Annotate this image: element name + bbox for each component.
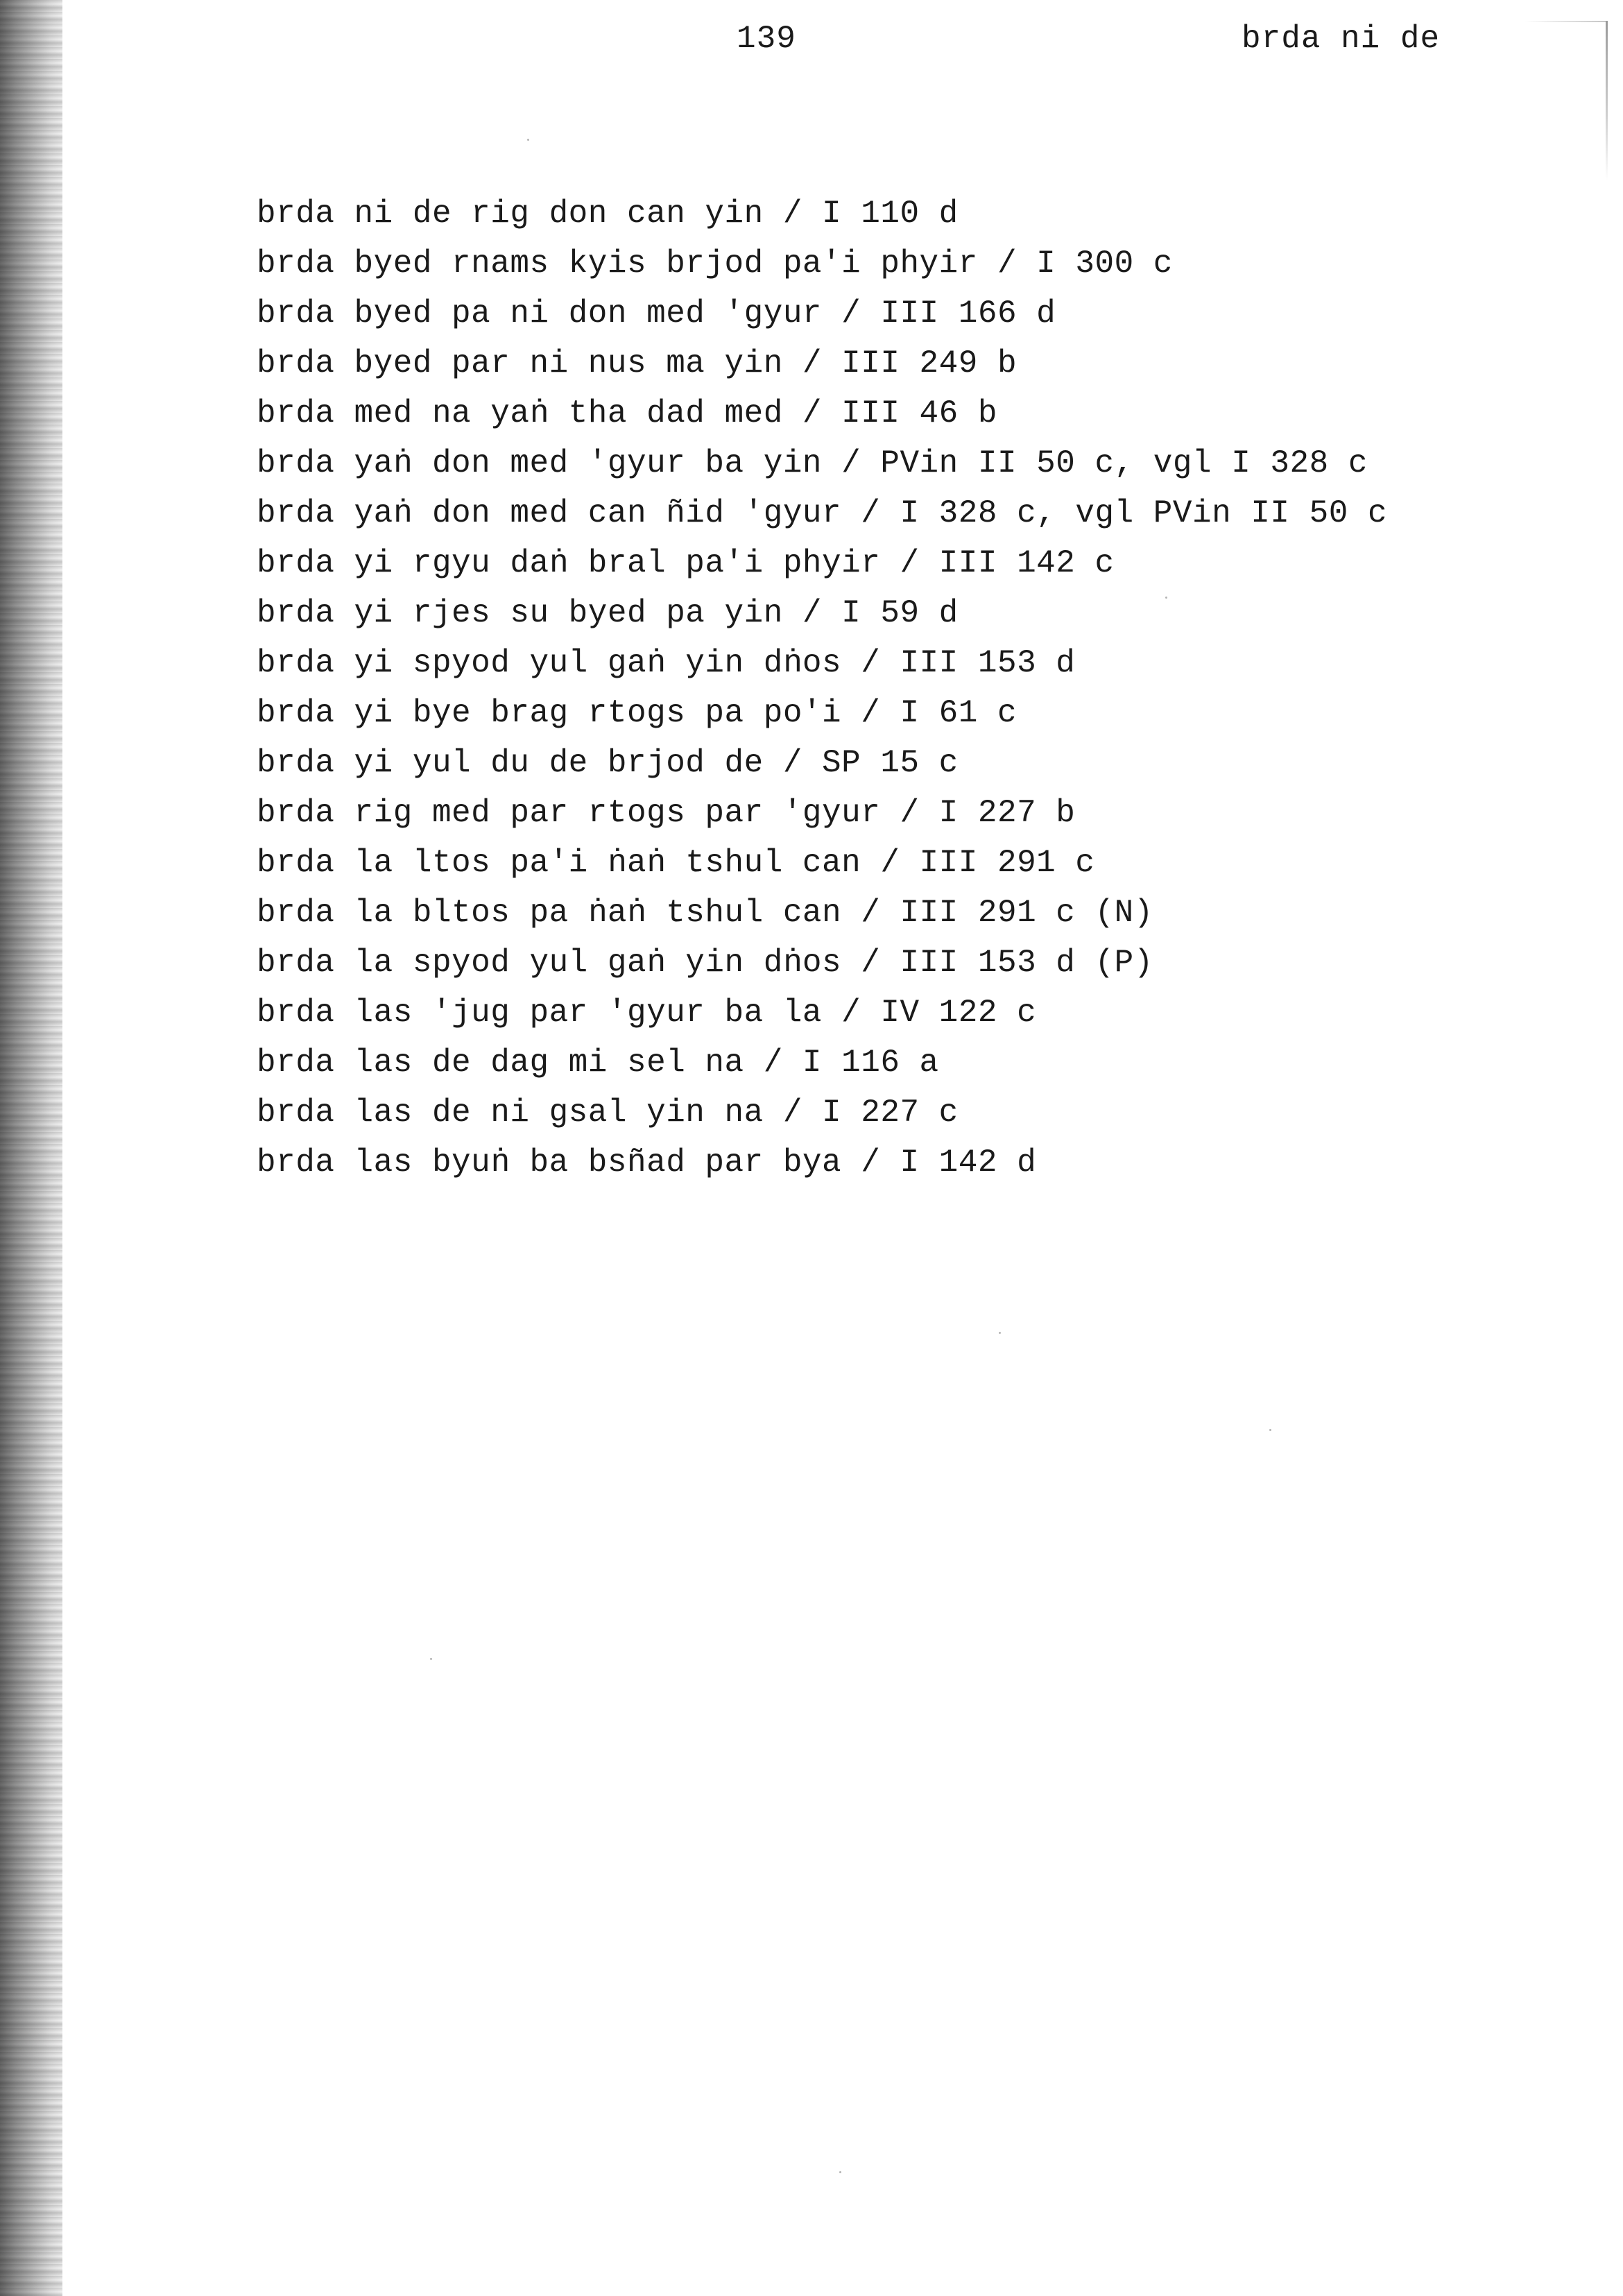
list-item: brda yaṅ don med can ñid 'gyur / I 328 c, vgl PVin II 50 c [257,495,1388,531]
scanned-binding-edge [0,0,62,2296]
list-item: brda byed rnams kyis brjod pa'i phyir / I 300 c [257,246,1173,282]
scan-speck [430,1658,432,1660]
scan-mark-top [1525,21,1608,22]
scan-mark-right [1606,21,1608,180]
list-item: brda yi rjes su byed pa yin / I 59 d [257,595,959,631]
page-number: 139 [737,21,796,57]
list-item: brda la ltos pa'i ṅaṅ tshul can / III 291 c [257,845,1095,881]
list-item: brda yi bye brag rtogs pa po'i / I 61 c [257,695,1017,731]
scan-speck [839,2171,841,2173]
list-item: brda byed pa ni don med 'gyur / III 166 d [257,295,1056,332]
scan-speck [1165,597,1167,599]
list-item: brda yaṅ don med 'gyur ba yin / PVin II 50 c, vgl I 328 c [257,445,1368,481]
list-item: brda rig med par rtogs par 'gyur / I 227 b [257,795,1076,831]
list-item: brda la bltos pa ṅaṅ tshul can / III 291 c (N) [257,895,1153,931]
list-item: brda yi yul du de brjod de / SP 15 c [257,745,959,781]
scan-speck [527,139,529,141]
entry-list [257,189,1387,1188]
scan-speck [999,1332,1001,1334]
list-item: brda la spyod yul gaṅ yin dṅos / III 153 d (P) [257,945,1153,981]
running-head: brda ni de [1242,21,1441,57]
list-item: brda las de ni gsal yin na / I 227 c [257,1095,959,1131]
list-item: brda las de dag mi sel na / I 116 a [257,1045,939,1081]
list-item: brda las byuṅ ba bsñad par bya / I 142 d [257,1145,1037,1181]
scan-speck [1269,1429,1271,1431]
list-item: brda byed par ni nus ma yin / III 249 b [257,345,1017,382]
list-item: brda med na yaṅ tha dad med / III 46 b [257,395,997,431]
list-item: brda yi spyod yul gaṅ yin dṅos / III 153 d [257,645,1076,681]
list-item: brda yi rgyu daṅ bral pa'i phyir / III 142 c [257,545,1115,581]
list-item: brda las 'jug par 'gyur ba la / IV 122 c [257,995,1037,1031]
list-item: brda ni de rig don can yin / I 110 d [257,196,959,232]
